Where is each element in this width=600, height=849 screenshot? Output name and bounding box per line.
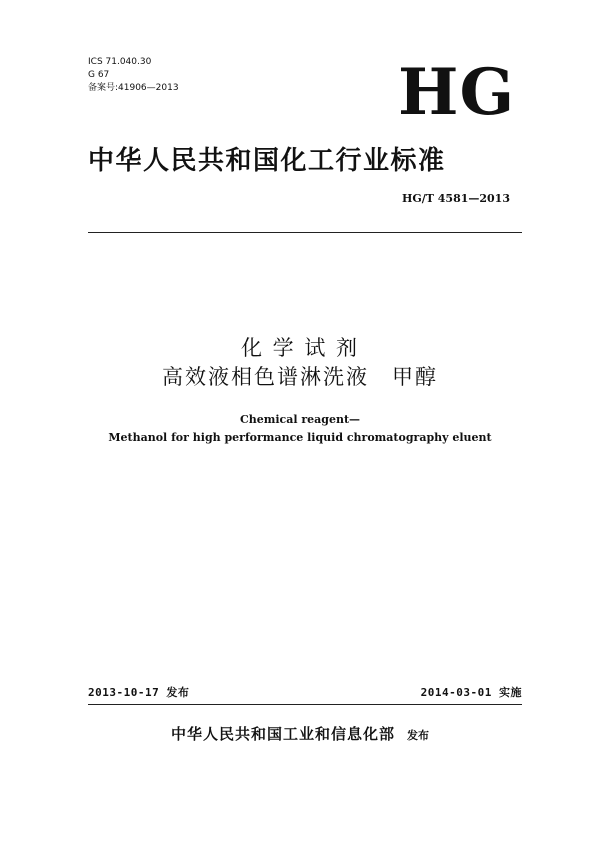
filing-number: 备案号:41906—2013 xyxy=(88,83,179,93)
publisher-suffix: 发布 xyxy=(407,729,429,742)
chinese-title-line-2: 高效液相色谱淋洗液 甲醇 xyxy=(162,365,438,389)
issue-date: 2013-10-17 发布 xyxy=(88,686,190,699)
ics-code: ICS 71.040.30 xyxy=(88,57,152,67)
publisher-name: 中华人民共和国工业和信息化部 xyxy=(170,725,395,743)
chinese-title-line-1: 化 学 试 剂 xyxy=(240,336,360,360)
publisher-line xyxy=(0,724,600,746)
classification-code: G 67 xyxy=(88,70,110,80)
top-divider xyxy=(88,232,522,233)
implementation-date: 2014-03-01 实施 xyxy=(420,686,522,699)
hg-logo: HG xyxy=(398,55,516,130)
standard-number: HG/T 4581—2013 xyxy=(401,192,510,205)
english-title-line-1: Chemical reagent— xyxy=(239,413,361,426)
bottom-divider xyxy=(88,704,522,705)
english-title-line-2: Methanol for high performance liquid chromatography eluent xyxy=(108,431,492,444)
standard-title: 中华人民共和国化工行业标准 xyxy=(88,146,446,176)
